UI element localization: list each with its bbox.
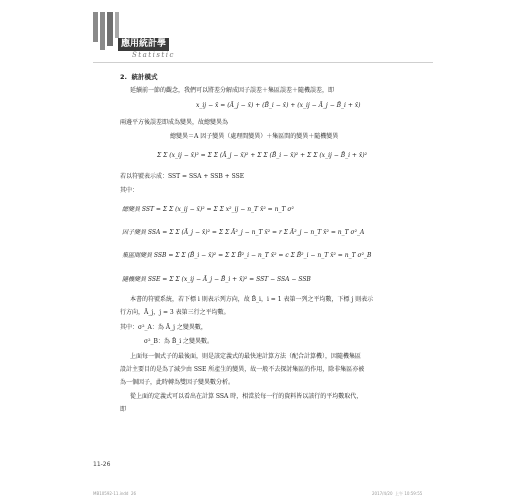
footer-timestamp: 2017/4/20 上午 10:59:55: [372, 491, 423, 496]
equation-sse: 隨機變異 SSE = Σ Σ (x_ij − Ā_j − B̄_i + x̄)² = SST − SSA − SSB: [122, 276, 311, 283]
paragraph-notation-1: 本書的符號系統，若下標 i 則表示列方向，故 B̄_i，i = 1 表第一列之平均數，下標 j 則表示: [130, 296, 374, 303]
paragraph-variance-a: 其中：σ²_A：為 Ā_j 之變異數，: [120, 324, 207, 331]
section-heading: 2. 統計模式: [120, 73, 158, 81]
paragraph-computation-2: 設計主要目的是為了減少由 SSE 所產生的變異，故一般不去探討集區的作用，除非集區亦被: [120, 366, 365, 373]
book-subtitle: Statistic: [132, 51, 175, 59]
equation-ssb: 集區間變異 SSB = Σ Σ (B̄_i − x̄)² = Σ Σ B̄²_i − n_T x̄² = c Σ B̄²_i − n_T x̄² = n_T σ²_B: [122, 252, 372, 259]
footer-file-name: MB10592-11.indd 26: [93, 491, 137, 496]
paragraph-where: 其中：: [120, 187, 139, 194]
equation-deviation: x_ij − x̄ = (Ā_j − x̄) + (B̄_i − x̄) + (x_ij − Ā_j − B̄_i + x̄): [196, 102, 361, 109]
equation-ssa: 因子變異 SSA = Σ Σ (Ā_j − x̄)² = Σ Σ Ā²_j − n_T x̄² = r Σ Ā²_j − n_T x̄² = n_T σ²_A: [122, 229, 365, 236]
paragraph-computation-1: 上面每一個式子的最後面，則是該定義式的最快速計算方法（配合計算機），因隨機集區: [130, 353, 362, 360]
paragraph-ssa-2: 即: [120, 406, 127, 413]
paragraph-computation-3: 為一個因子，此時轉為雙因子變異數分析。: [120, 379, 235, 386]
paragraph-notation-2: 行方向，Ā_j，j = 3 表第三行之平均數。: [120, 309, 230, 316]
book-title: 應用統計學: [118, 38, 169, 51]
paragraph-variance-b: σ²_B：為 B̄_i 之變異數。: [144, 338, 214, 345]
equation-sst: 總變異 SST = Σ Σ (x_ij − x̄)² = Σ Σ x²_ij − n_T x̄² = n_T σ²: [122, 206, 294, 213]
header-divider: [93, 62, 433, 63]
paragraph-ssa-1: 從上面的定義式可以看出在計算 SSA 時，相當於每一行的資料皆以該行的平均數取代，: [130, 393, 363, 400]
paragraph-total-variation: 總變異＝A 因子變異（處理間變異）＋集區間的變異＋隨機變異: [170, 133, 339, 140]
paragraph-symbols: 若以符號表示成：SST = SSA + SSB + SSE: [120, 173, 245, 180]
equation-sum-squares: Σ Σ (x_ij − x̄)² = Σ Σ (Ā_j − x̄)² + Σ Σ (B̄_i − x̄)² + Σ Σ (x_ij − B̄_i + x̄)²: [157, 152, 367, 159]
intro-paragraph: 延續前一節的觀念，我們可以將差分解成因子誤差＋集區誤差＋隨機誤差，即: [130, 87, 335, 94]
page-number: 11-26: [93, 461, 111, 468]
paragraph-squared: 兩邊平方後誤差即成為變異，故總變異為: [120, 119, 229, 126]
